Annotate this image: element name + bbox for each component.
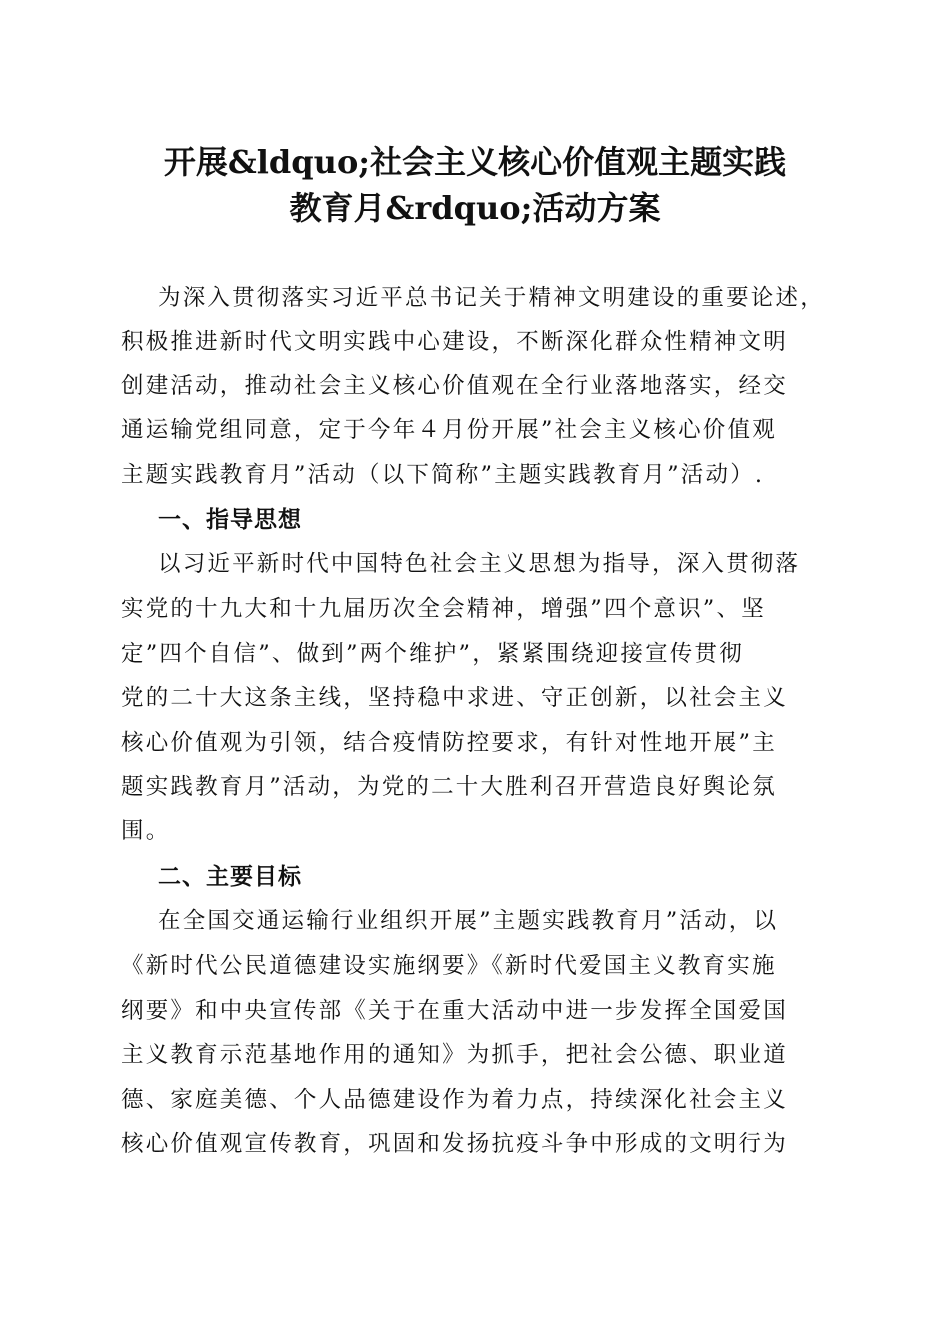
section-2-line-3: 纲要》和中央宣传部《关于在重大活动中进一步发挥全国爱国 bbox=[121, 998, 788, 1024]
section-2-line-5: 德、家庭美德、个人品德建设作为着力点，持续深化社会主义 bbox=[121, 1087, 788, 1113]
section-1-line-4: 党的二十大这条主线，坚持稳中求进、守正创新，以社会主义 bbox=[121, 685, 788, 711]
section-1-line-2: 实党的十九大和十九届历次全会精神，增强”四个意识”、坚 bbox=[121, 596, 766, 622]
section-2-line-1: 在全国交通运输行业组织开展”主题实践教育月”活动，以 bbox=[158, 908, 779, 934]
intro-line-4: 通运输党组同意，定于今年４月份开展”社会主义核心价值观 bbox=[121, 417, 777, 443]
intro-line-3: 创建活动，推动社会主义核心价值观在全行业落地落实，经交 bbox=[121, 373, 788, 399]
section-1-line-3: 定”四个自信”、做到”两个维护”，紧紧围绕迎接宣传贯彻 bbox=[121, 641, 744, 667]
section-1-line-1: 以习近平新时代中国特色社会主义思想为指导，深入贯彻落 bbox=[158, 551, 801, 577]
intro-line-1: 为深入贯彻落实习近平总书记关于精神文明建设的重要论述， bbox=[158, 285, 825, 311]
section-1-line-5: 核心价值观为引领，结合疫情防控要求，有针对性地开展”主 bbox=[121, 730, 777, 756]
intro-line-5: 主题实践教育月”活动（以下简称”主题实践教育月”活动）. bbox=[121, 462, 765, 488]
section-heading-main-goals: 二、主要目标 bbox=[158, 864, 302, 890]
section-2-line-6: 核心价值观宣传教育，巩固和发扬抗疫斗争中形成的文明行为 bbox=[121, 1131, 788, 1157]
section-2-line-2: 《新时代公民道德建设实施纲要》《新时代爱国主义教育实施 bbox=[121, 953, 777, 979]
section-heading-guiding-thought: 一、指导思想 bbox=[158, 507, 302, 533]
section-2-line-4: 主义教育示范基地作用的通知》为抓手，把社会公德、职业道 bbox=[121, 1042, 788, 1068]
document-title-line-2: 教育月&rdquo;活动方案 bbox=[289, 189, 661, 227]
intro-line-2: 积极推进新时代文明实践中心建设，不断深化群众性精神文明 bbox=[121, 329, 788, 355]
section-1-line-6: 题实践教育月”活动，为党的二十大胜利召开营造良好舆论氛 bbox=[121, 774, 777, 800]
section-1-line-7: 围。 bbox=[121, 818, 171, 844]
document-title-line-1: 开展&ldquo;社会主义核心价值观主题实践 bbox=[163, 143, 787, 181]
